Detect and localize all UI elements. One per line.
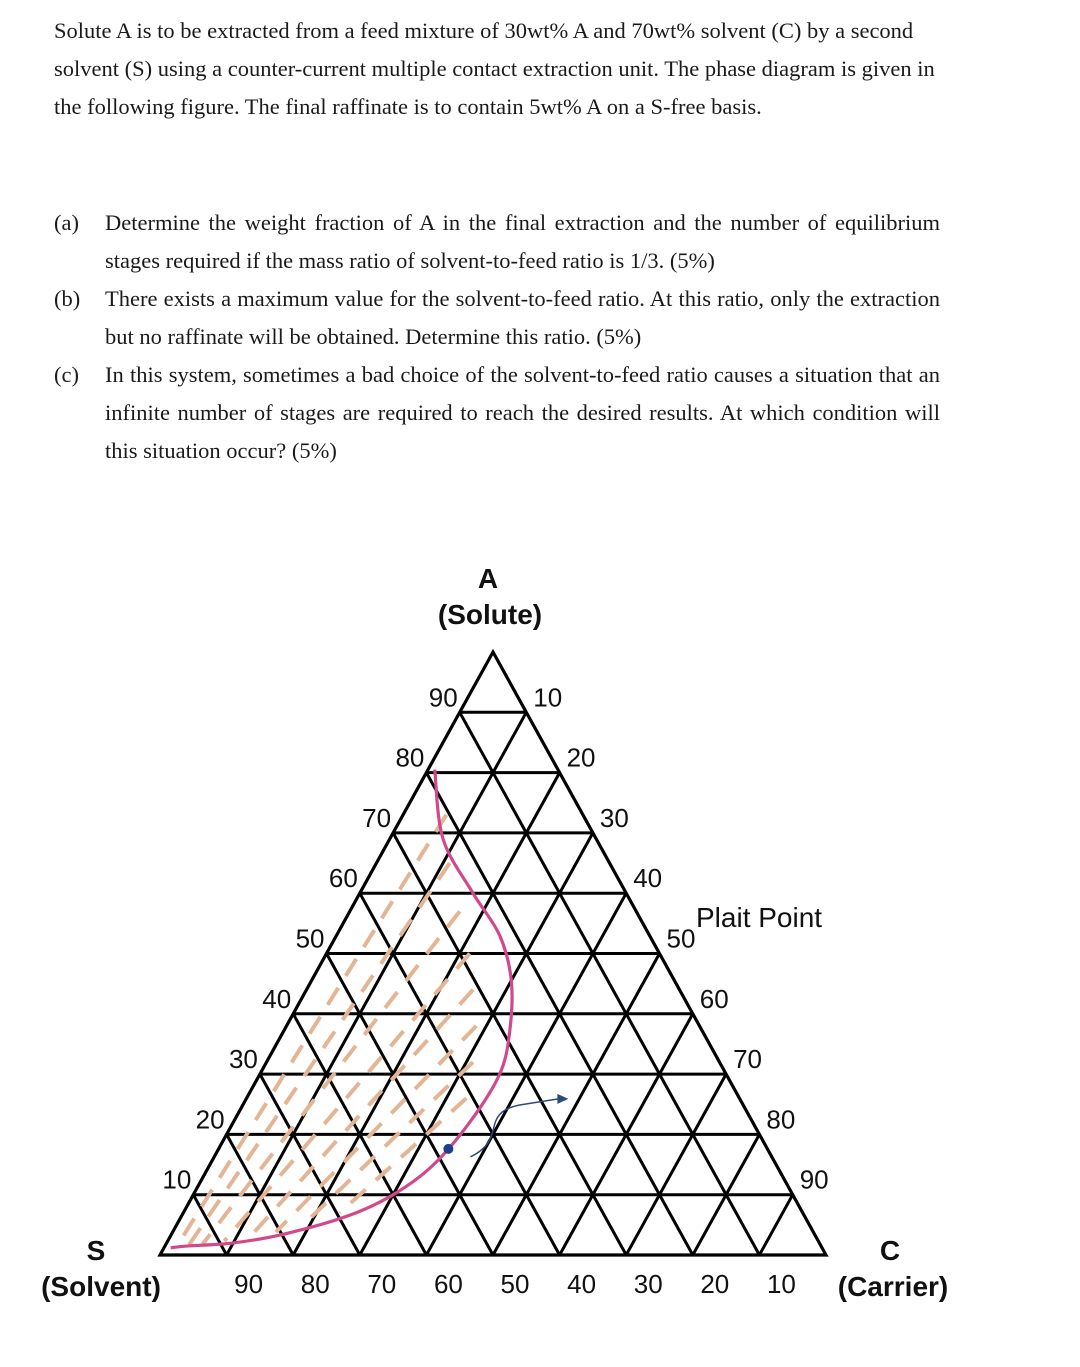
left-edge-tick-label: 20: [195, 1104, 225, 1135]
left-edge-tick-label: 50: [295, 923, 325, 954]
right-edge-tick-label: 20: [566, 742, 596, 773]
bottom-edge-tick-label: 20: [700, 1269, 730, 1299]
plait-point-marker: [443, 1144, 453, 1154]
left-edge-tick-label: 80: [395, 742, 425, 773]
tie-line: [276, 1026, 476, 1232]
left-edge-tick-label: 70: [362, 802, 392, 833]
question-a-label: (a): [54, 210, 79, 235]
problem-intro: Solute A is to be extracted from a feed mixture of 30wt% A and 70wt% solvent (C) by a second solvent (S) using a counter-current multiple contact extraction unit. The phase diagram is given in the following figure. The final raffinate is to contain 5wt% A on a S-free basis.: [54, 18, 935, 119]
question-b-label: (b): [54, 286, 81, 311]
bottom-edge-tick-label: 30: [633, 1269, 663, 1299]
question-list: [54, 204, 940, 470]
apex-s-label: S: [86, 1235, 106, 1266]
left-edge-tick-label: 30: [228, 1044, 258, 1075]
grid-line-const-c: [759, 1195, 792, 1255]
plait-point-arrowhead: [557, 1094, 568, 1104]
triangle-grid: [160, 652, 826, 1255]
grid-line-const-s: [327, 954, 494, 1256]
question-c: [54, 356, 940, 470]
bottom-edge-tick-label: 80: [300, 1269, 330, 1299]
right-edge-tick-label: 40: [633, 863, 663, 894]
question-c-text: In this system, sometimes a bad choice of the solvent-to-feed ratio causes a situation that an infinite number of stages are required to reach the desired results. At which condition will this situation occur? (5%): [105, 362, 940, 463]
bottom-edge-tick-label: 60: [433, 1269, 463, 1299]
right-edge-tick-label: 90: [799, 1164, 829, 1195]
apex-c-label: C: [879, 1235, 901, 1266]
left-edge-tick-label: 10: [162, 1164, 192, 1195]
right-edge-tick-label: 60: [699, 983, 729, 1014]
question-a: [54, 204, 940, 280]
left-edge-tick-label: 40: [262, 983, 292, 1014]
tie-line: [224, 954, 469, 1242]
apex-c-sublabel: (Carrier): [837, 1271, 949, 1302]
right-edge-tick-label: 50: [666, 923, 696, 954]
question-a-text: Determine the weight fraction of A in the final extraction and the number of equilibrium stages required if the mass ratio of solvent-to-feed ratio is 1/3. (5%): [105, 210, 940, 273]
apex-s-sublabel: (Solvent): [41, 1271, 161, 1302]
bottom-edge-tick-label: 40: [567, 1269, 597, 1299]
plait-point-label: Plait Point: [696, 902, 823, 933]
right-edge-tick-label: 80: [766, 1104, 796, 1135]
bottom-edge-tick-label: 90: [234, 1269, 264, 1299]
right-edge-tick-label: 70: [733, 1044, 763, 1075]
tie-lines: [177, 815, 477, 1247]
left-edge-tick-label: 60: [328, 863, 358, 894]
right-edge-tick-label: 30: [599, 802, 629, 833]
apex-a-sublabel: (Solute): [437, 599, 543, 630]
tie-line: [189, 863, 450, 1245]
question-c-label: (c): [54, 362, 79, 387]
question-b-text: There exists a maximum value for the solvent-to-feed ratio. At this ratio, only the extraction but no raffinate will be obtained. Determine this ratio. (5%): [105, 286, 940, 349]
ternary-phase-diagram: [0, 540, 1080, 1340]
bottom-edge-tick-label: 50: [500, 1269, 530, 1299]
tie-line: [177, 815, 447, 1247]
right-edge-tick-label: 10: [533, 682, 563, 713]
grid-line-const-c: [493, 954, 660, 1256]
apex-a-label: A: [477, 563, 499, 594]
question-b: [54, 280, 940, 356]
left-edge-tick-label: 90: [428, 682, 458, 713]
bottom-edge-tick-label: 70: [367, 1269, 397, 1299]
bottom-edge-tick-label: 10: [766, 1269, 796, 1299]
